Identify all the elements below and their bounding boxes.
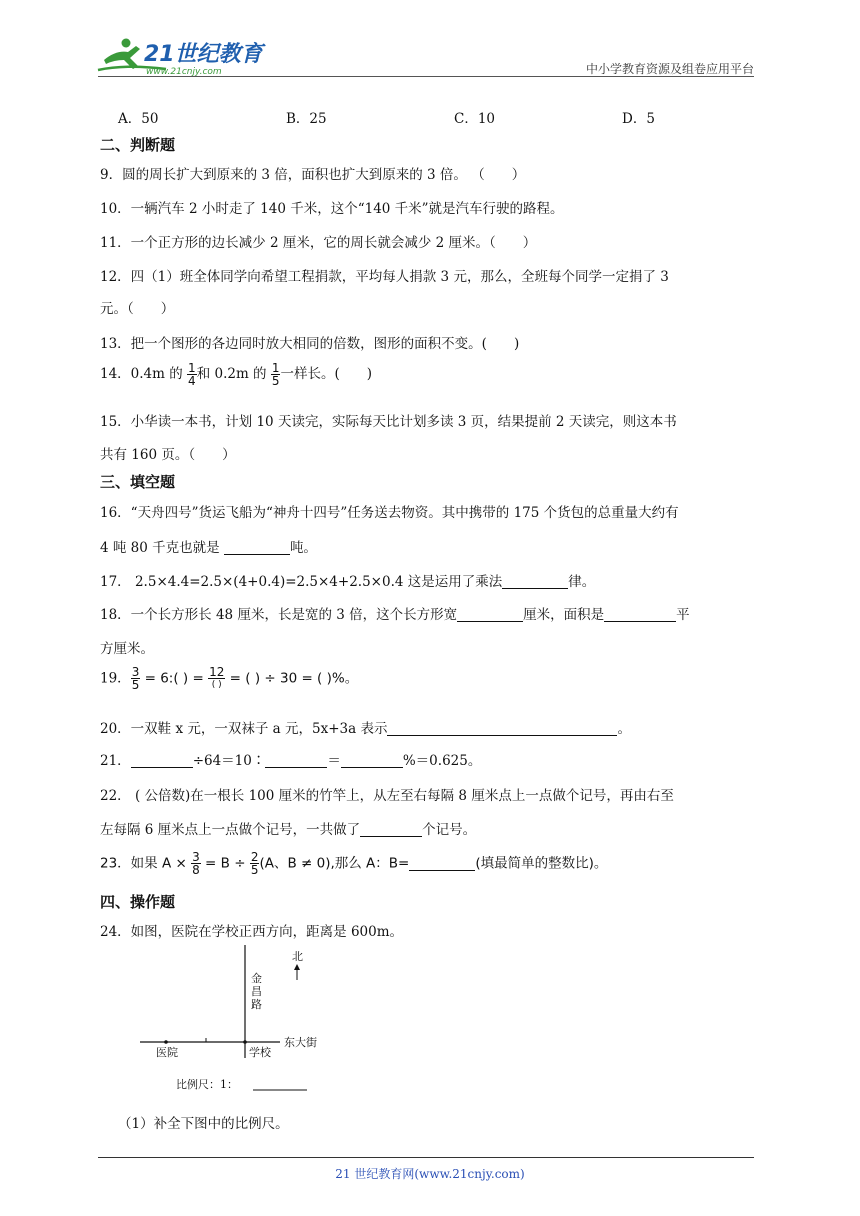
q18-mid: 厘米，面积是 — [523, 607, 605, 623]
section-fill-title: 三、填空题 — [100, 473, 176, 491]
platform-name: 中小学教育资源及组卷应用平台 — [585, 62, 754, 76]
section-judge-title: 二、判断题 — [100, 136, 176, 154]
question-22-line2 — [100, 818, 476, 838]
q21-num: 21． — [100, 753, 131, 769]
answer-blank[interactable] — [131, 753, 193, 768]
q19-mid: = 6:( ) = — [140, 670, 209, 687]
q14-f1-num: 1 — [188, 361, 196, 375]
q17-text: 17． 2.5×4.4=2.5×(4+0.4)=2.5×4+2.5×0.4 这是运用了乘法 — [100, 574, 503, 590]
question-21 — [100, 749, 481, 769]
answer-blank[interactable] — [502, 574, 568, 589]
question-24-part1: （1）补全下图中的比例尺。 — [118, 1116, 289, 1132]
q19-f1-num: 3 — [131, 665, 140, 679]
footer-text: 21 世纪教育网(www.21cnjy.com) — [335, 1167, 525, 1181]
q23-f2-num: 2 — [250, 850, 259, 864]
school-point — [243, 1040, 247, 1044]
q21-text-c: %＝0.625。 — [402, 753, 482, 769]
q18-text: 18．一个长方形长 48 厘米，长是宽的 3 倍，这个长方形宽 — [100, 607, 458, 623]
q20-suffix: 。 — [617, 721, 631, 737]
answer-blank[interactable] — [457, 607, 523, 622]
question-24: 24．如图，医院在学校正西方向，距离是 600m。 — [100, 924, 404, 940]
hospital-point — [164, 1040, 168, 1044]
question-12-line2: 元。（ ） — [100, 301, 175, 317]
q23-f1-den: 8 — [192, 863, 200, 877]
answer-blank[interactable] — [409, 856, 475, 871]
question-20 — [100, 717, 631, 737]
q19-fraction-1 — [131, 666, 141, 691]
q23-end: (填最简单的整数比)。 — [475, 855, 608, 872]
question-16-line1: 16．“天舟四号”货运飞船为“神舟十四号”任务送去物资。其中携带的 175 个货包的总重量大约有 — [100, 505, 679, 521]
option-b: B．25 — [286, 111, 327, 127]
q23-text: 23．如果 A × — [100, 855, 192, 872]
q23-post: (A、B ≠ 0),那么 A：B= — [259, 855, 410, 872]
map-figure — [130, 940, 340, 1100]
q14-fraction-1 — [187, 362, 197, 387]
q19-post: = ( ) ÷ 30 = ( )%。 — [225, 670, 359, 687]
street-label: 东大街 — [284, 1036, 317, 1049]
answer-blank[interactable] — [387, 721, 617, 736]
answer-blank[interactable] — [265, 753, 327, 768]
road-char-3: 路 — [251, 998, 262, 1011]
answer-blank[interactable] — [360, 822, 422, 837]
q16-text: 4 吨 80 千克也就是 — [100, 540, 224, 556]
footer-divider — [98, 1157, 754, 1158]
answer-blank[interactable] — [341, 753, 403, 768]
question-22-line1: 22． ( 公倍数)在一根长 100 厘米的竹竿上，从左至右每隔 8 厘米点上一点做个记号，再由右至 — [100, 788, 674, 804]
question-14 — [100, 362, 372, 387]
q19-f2-den: ( ) — [211, 680, 222, 690]
option-d: D．5 — [622, 111, 655, 127]
q23-f2-den: 5 — [250, 863, 259, 877]
q14-text-a: 14．0.4m 的 — [100, 366, 183, 382]
q14-text-c: 一样长。( ) — [280, 366, 373, 382]
road-char-2: 昌 — [251, 985, 262, 998]
question-13: 13．把一个图形的各边同时放大相同的倍数，图形的面积不变。( ) — [100, 336, 520, 352]
q21-text-a: ÷64＝10∶ — [192, 753, 266, 769]
q19-num: 19． — [100, 670, 131, 687]
q18-suffix: 平 — [676, 607, 690, 623]
school-label: 学校 — [249, 1046, 271, 1059]
north-label: 北 — [292, 950, 303, 963]
question-12-line1: 12．四（1）班全体同学向希望工程捐款，平均每人捐款 3 元，那么，全班每个同学一定捐了 3 — [100, 269, 669, 285]
q23-fraction-1 — [191, 851, 201, 876]
q23-mid: = B ÷ — [200, 855, 250, 872]
header-divider — [98, 76, 754, 77]
answer-blank[interactable] — [604, 607, 676, 622]
q23-f1-num: 3 — [192, 850, 200, 864]
question-18-line2: 方厘米。 — [100, 641, 154, 657]
option-a: A．50 — [118, 111, 159, 127]
question-16-line2 — [100, 536, 317, 556]
logo-url: www.21cnjy.com — [146, 67, 222, 77]
question-10: 10．一辆汽车 2 小时走了 140 千米，这个“140 千米”就是汽车行驶的路程。 — [100, 201, 564, 217]
section-operate-title: 四、操作题 — [100, 893, 176, 911]
q17-suffix: 律。 — [568, 574, 596, 590]
q19-f2-num: 12 — [209, 665, 225, 679]
q14-f1-den: 4 — [188, 374, 196, 388]
q23-fraction-2 — [250, 851, 260, 876]
q14-text-b: 和 0.2m 的 — [196, 366, 267, 382]
question-15-line1: 15．小华读一本书，计划 10 天读完，实际每天比计划多读 3 页，结果提前 2 天读完，则这本书 — [100, 414, 677, 430]
question-17 — [100, 570, 595, 590]
answer-blank[interactable] — [224, 540, 290, 555]
logo-text: 21世纪教育 — [144, 42, 263, 67]
scale-label: 比例尺：1： — [176, 1078, 238, 1091]
road-char-1: 金 — [251, 972, 262, 985]
hospital-label: 医院 — [156, 1046, 178, 1059]
site-logo — [96, 34, 266, 78]
q19-fraction-2 — [208, 666, 225, 691]
q22-suffix: 个记号。 — [422, 822, 477, 838]
q21-text-b: ＝ — [327, 753, 341, 769]
q20-text: 20．一双鞋 x 元，一双袜子 a 元，5x+3a 表示 — [100, 721, 388, 737]
question-9: 9．圆的周长扩大到原来的 3 倍，面积也扩大到原来的 3 倍。 （ ） — [100, 167, 526, 183]
question-15-line2: 共有 160 页。（ ） — [100, 447, 236, 463]
q19-f1-den: 5 — [131, 678, 140, 692]
q16-unit: 吨。 — [289, 540, 317, 556]
question-18-line1 — [100, 603, 690, 623]
q14-f2-den: 5 — [271, 374, 280, 388]
question-23 — [100, 851, 607, 876]
q22-text: 左每隔 6 厘米点上一点做个记号，一共做了 — [100, 822, 361, 838]
question-11: 11．一个正方形的边长减少 2 厘米，它的周长就会减少 2 厘米。（ ） — [100, 235, 537, 251]
q14-f2-num: 1 — [271, 361, 280, 375]
option-c: C．10 — [454, 111, 496, 127]
question-19 — [100, 666, 358, 691]
